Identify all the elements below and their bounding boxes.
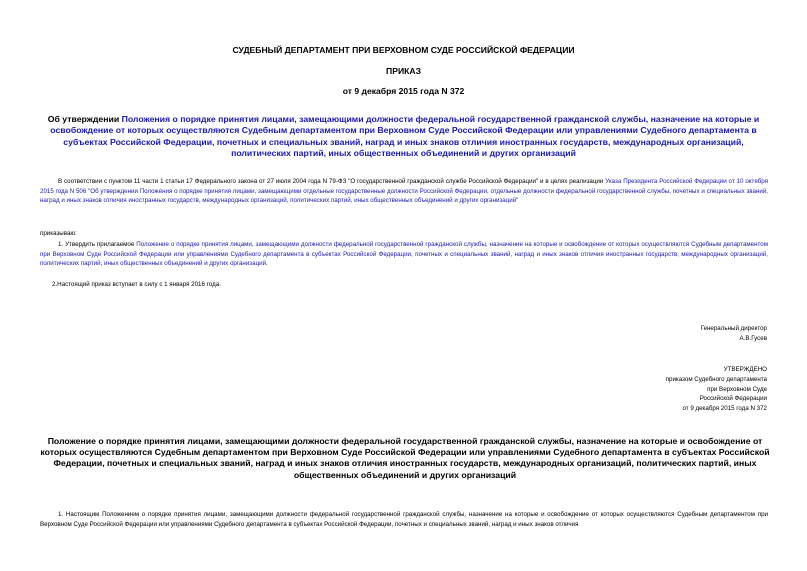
basis-text: В соответствии с пунктом 11 части 1 статьи 17 Федерального закона от 27 июля 2004 года N 79-ФЗ "О государственной гражданской службе Российской Федерации" и в целях реализации [58,178,606,185]
approved-line-4: Российской Федерации [699,395,767,403]
signature-block [701,324,767,344]
paragraph-effective-date: 2.Настоящий приказ вступает в силу с 1 января 2016 года. [52,281,221,288]
decree-link[interactable]: Указа Президента Российской Федерации от 10 октября 2015 года N 506 "Об утверждении Положения о порядке принятия лицами, замещающими отдельные государственные должности Российской Федерации, отдельные должности федеральной государственной службы, почетных и специальных званий, наград и иных знаков отличия иностранных государств, международных организаций, политических партий, иных общественных объединений и других организаций" [40,178,768,204]
approve-suffix: . [266,260,268,267]
doc-type-heading: ПРИКАЗ [386,66,421,76]
order-subject [40,114,767,160]
approved-line-2: приказом Судебного департамента [665,375,767,383]
approved-line-5: от 9 декабря 2015 года N 372 [682,405,767,413]
signature-name: А.В.Гусев [739,335,767,342]
subject-link[interactable]: Положения о порядке принятия лицами, замещающими должности федеральной государственной гражданской службы, назначение на которые и освобождение от которых осуществляются Судебным департаментом при Верховном Суде Российской Федерации или управлениями Судебного департамента в субъектах Российской Федерации, почетных и специальных званий, наград и иных знаков отличия иностранных государств, международных организаций, политических партий, иных общественных объединений и других организаций [50,114,760,159]
appendix-title: Положение о порядке принятия лицами, замещающими должности федеральной государственной гражданской службы, назначение на которые и освобождение от которых осуществляются Судебным департаментом при Верховном Суде Российской Федерации или управлениями Судебного департамента в субъектах Российской Федерации, почетных и специальных званий, наград и иных знаков отличия иностранных государств, международных организаций, политических партий, иных общественных объединений и других организаций [40,436,770,480]
paragraph-approve [40,240,768,269]
paragraph-basis [40,177,768,206]
signature-position: Генеральный директор [700,325,767,332]
approved-label: УТВЕРЖДЕНО [723,366,767,373]
order-word: приказываю: [40,230,77,237]
doc-date-number: от 9 декабря 2015 года N 372 [342,86,465,96]
approved-line-3: при Верховном Суде [707,385,767,393]
approved-stamp [640,365,767,414]
department-heading: СУДЕБНЫЙ ДЕПАРТАМЕНТ ПРИ ВЕРХОВНОМ СУДЕ РОССИЙСКОЙ ФЕДЕРАЦИИ [232,45,575,55]
subject-prefix: Об утверждении [47,114,122,124]
regulation-link[interactable]: Положение о порядке принятия лицами, замещающими должности федеральной государственной гражданской службы, назначение на которые и освобождение от которых осуществляются Судебным департаментом при Верховном Суде Российской Федерации или управлениями Судебного департамента в субъектах Российской Федерации, почетных и специальных званий, наград и иных знаков отличия иностранных государств, международных организаций, политических партий, иных общественных объединений и других организаций [40,241,768,267]
approve-prefix: 1. Утвердить прилагаемое [58,241,137,248]
appendix-paragraph-1: 1. Настоящим Положением о порядке принятия лицами, замещающими должности федеральной государственной гражданской службы, назначение на которые и освобождение от которых осуществляются Судебным департаментом при Верховном Суде Российской Федерации или управлениями Судебного департамента в субъектах Российской Федерации, почетных и специальных званий, наград и иных знаков отличия [40,511,768,528]
